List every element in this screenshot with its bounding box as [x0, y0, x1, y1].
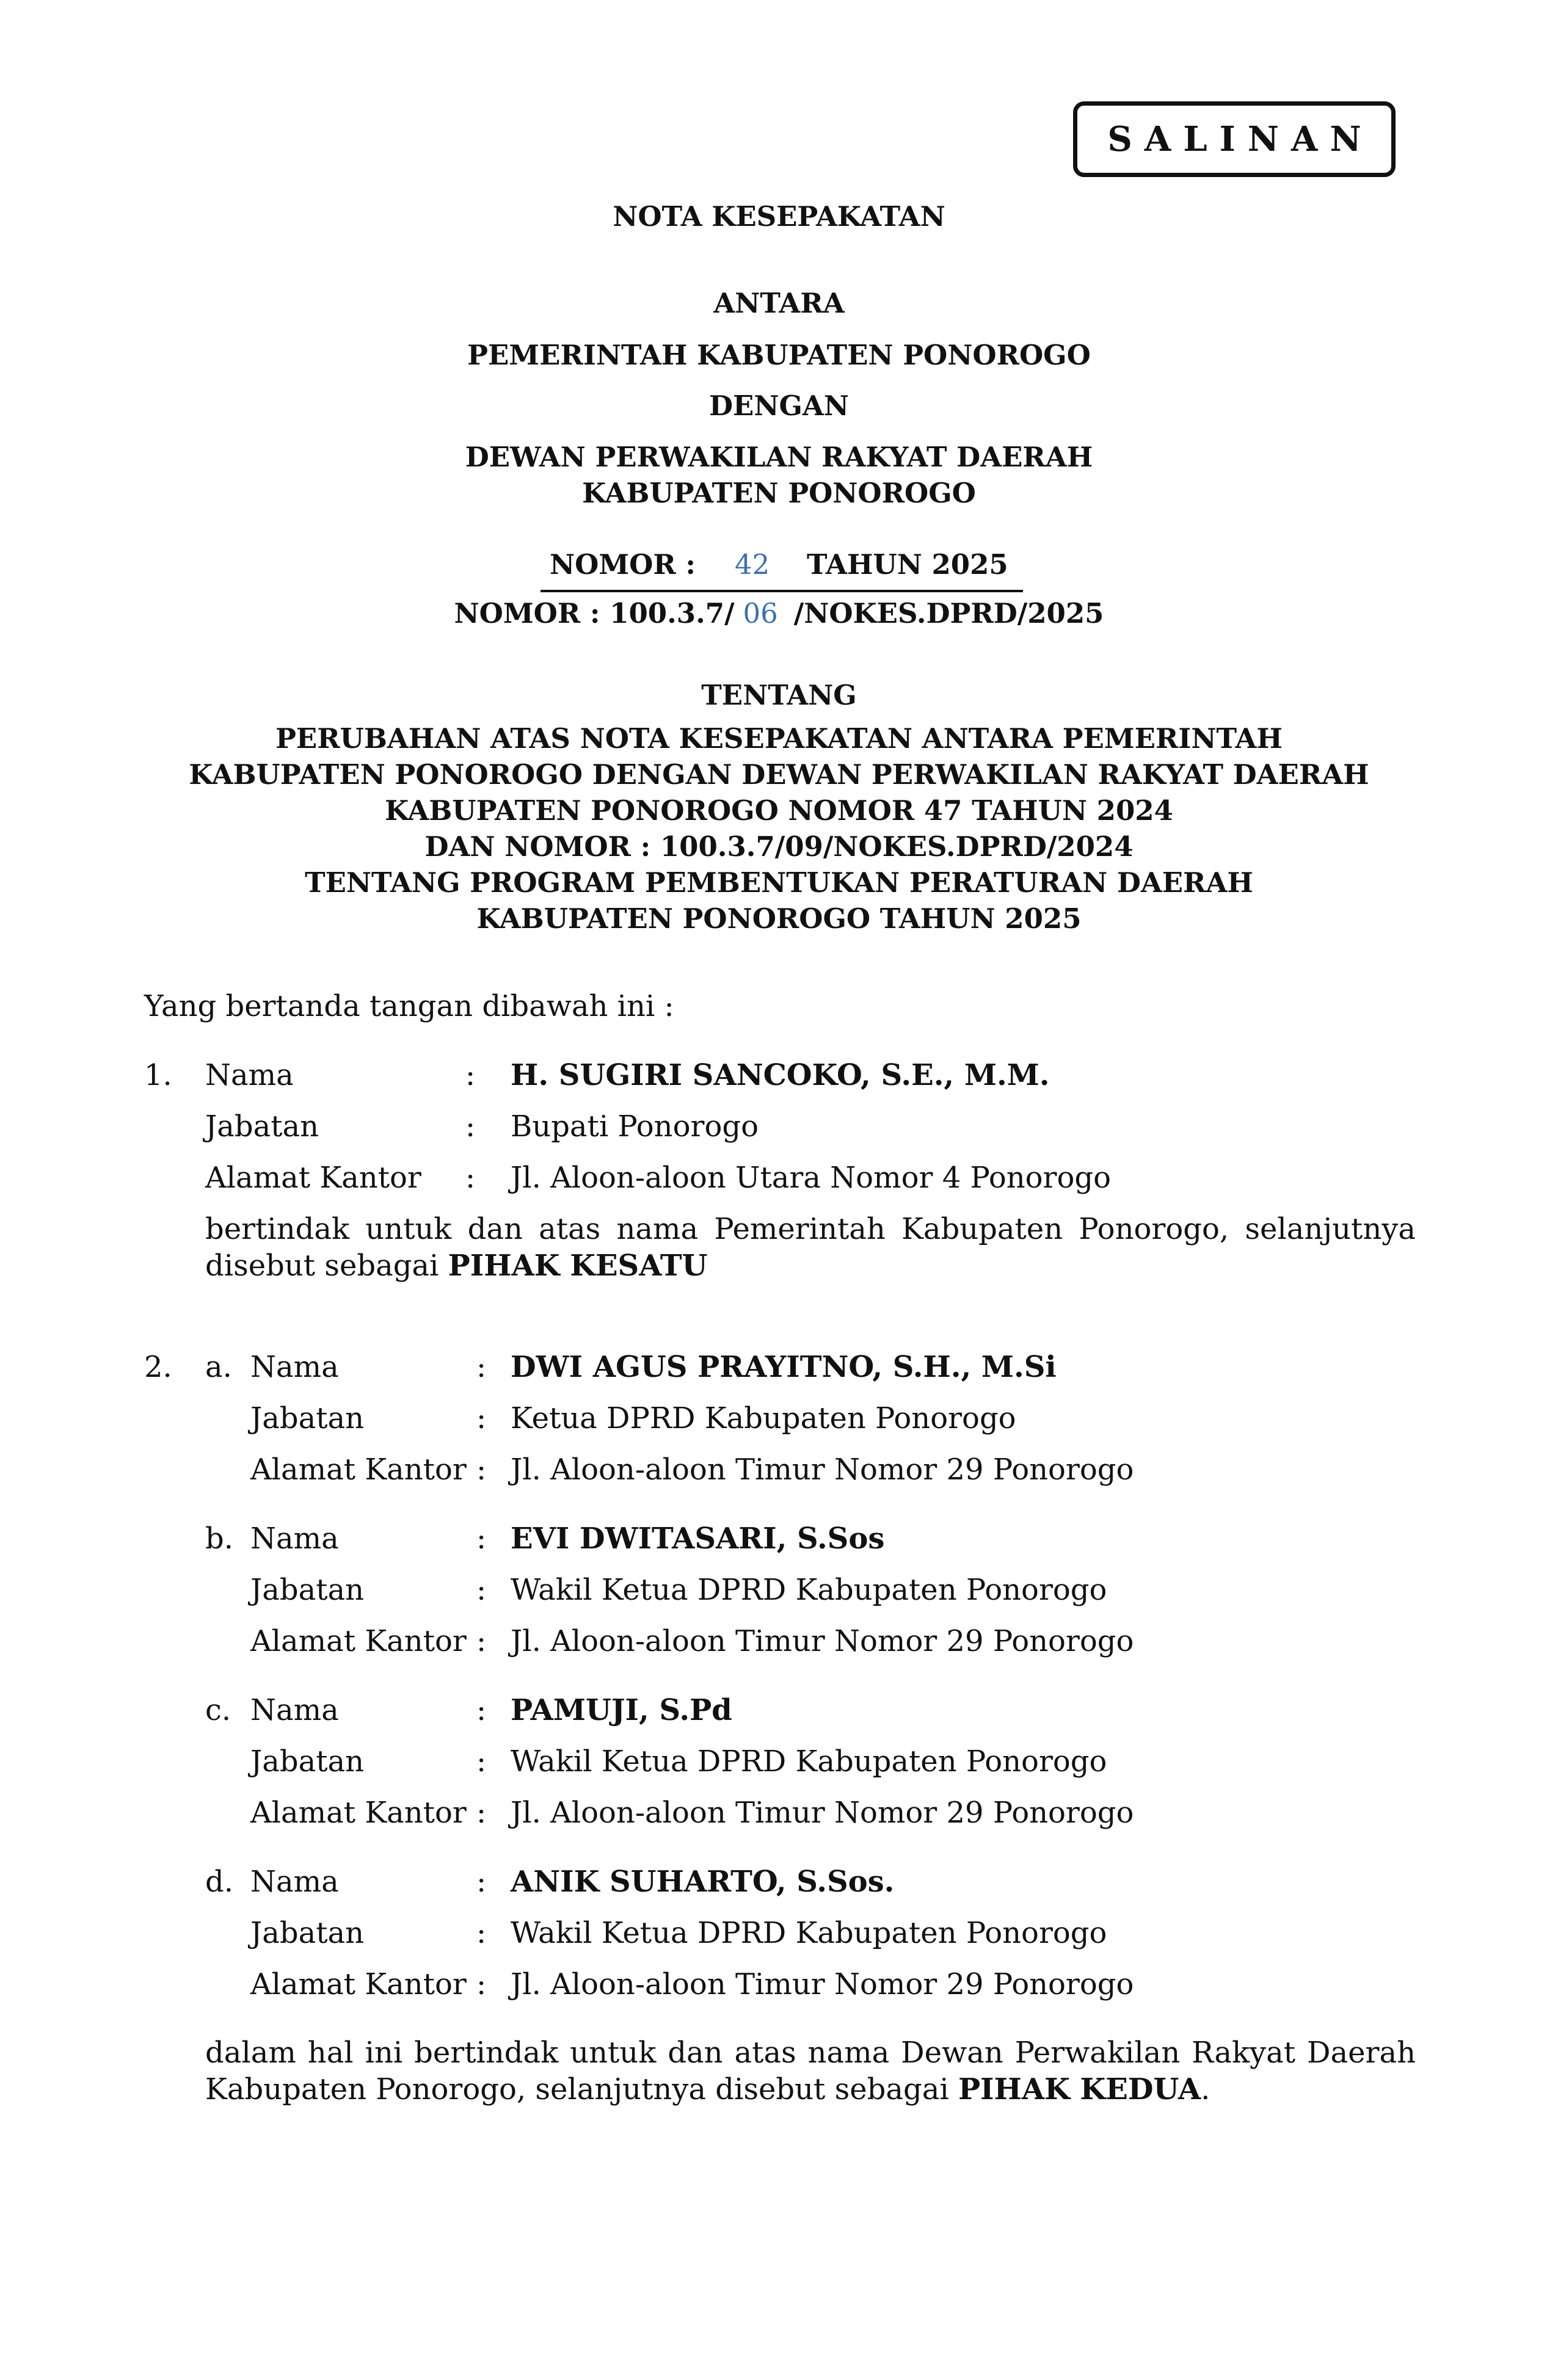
member-alamat-label: Alamat Kantor: [250, 1967, 467, 2001]
member-nama-label: Nama: [250, 1350, 339, 1384]
member-colon: :: [476, 1350, 487, 1384]
member-alamat-label: Alamat Kantor: [250, 1453, 467, 1487]
member-nama-label: Nama: [250, 1522, 339, 1556]
tentang-line: KABUPATEN PONOROGO NOMOR 47 TAHUN 2024: [385, 794, 1173, 827]
party1-heading: PEMERINTAH KABUPATEN PONOROGO: [467, 339, 1091, 371]
member-nama-value: ANIK SUHARTO, S.Sos.: [511, 1865, 895, 1899]
nomor2-number: 06: [743, 597, 778, 629]
member-jabatan-label: Jabatan: [250, 1916, 365, 1950]
party1-nama-value: H. SUGIRI SANCOKO, S.E., M.M.: [511, 1058, 1050, 1092]
member-nama-value: EVI DWITASARI, S.Sos: [511, 1522, 885, 1556]
member-nama-label: Nama: [250, 1693, 339, 1727]
party1-colon: :: [465, 1058, 476, 1092]
salinan-label: SALINAN: [1107, 119, 1374, 159]
party2-statement-end: .: [1201, 2072, 1210, 2106]
document-title: NOTA KESEPAKATAN: [613, 200, 945, 233]
nomor-tahun: TAHUN 2025: [807, 548, 1008, 581]
party2-number: 2.: [144, 1350, 172, 1384]
tentang-line: KABUPATEN PONOROGO TAHUN 2025: [476, 902, 1082, 935]
member-colon: :: [476, 1573, 487, 1607]
member-letter: b.: [205, 1522, 233, 1556]
member-alamat-value: Jl. Aloon-aloon Timur Nomor 29 Ponorogo: [511, 1967, 1134, 2001]
member-alamat-value: Jl. Aloon-aloon Timur Nomor 29 Ponorogo: [511, 1624, 1134, 1658]
member-colon: :: [476, 1522, 487, 1556]
member-jabatan-label: Jabatan: [250, 1401, 365, 1435]
member-letter: c.: [205, 1693, 231, 1727]
party1-colon: :: [465, 1109, 476, 1144]
tentang-line: KABUPATEN PONOROGO DENGAN DEWAN PERWAKILAN RAKYAT DAERAH: [189, 758, 1369, 791]
member-jabatan-value: Ketua DPRD Kabupaten Ponorogo: [511, 1401, 1016, 1435]
party1-statement-text: bertindak untuk dan atas nama Pemerintah Kabupaten Ponorogo, selanjutnya disebut sebagai: [205, 1212, 1416, 1283]
pihak-kesatu: PIHAK KESATU: [448, 1249, 708, 1283]
member-colon: :: [476, 1865, 487, 1899]
member-colon: :: [476, 1693, 487, 1727]
salinan-stamp: [1073, 101, 1396, 177]
party1-alamat-value: Jl. Aloon-aloon Utara Nomor 4 Ponorogo: [511, 1161, 1112, 1195]
member-colon: :: [476, 1453, 487, 1487]
party1-alamat-label: Alamat Kantor: [205, 1161, 421, 1195]
member-colon: :: [476, 1967, 487, 2001]
party1-jabatan-value: Bupati Ponorogo: [511, 1109, 759, 1144]
member-jabatan-label: Jabatan: [250, 1744, 365, 1779]
antara-heading: ANTARA: [713, 287, 845, 319]
member-alamat-value: Jl. Aloon-aloon Timur Nomor 29 Ponorogo: [511, 1453, 1134, 1487]
member-nama-value: DWI AGUS PRAYITNO, S.H., M.Si: [511, 1350, 1057, 1384]
pihak-kedua: PIHAK KEDUA: [958, 2072, 1201, 2106]
party2-statement-text: dalam hal ini bertindak untuk dan atas nama Dewan Perwakilan Rakyat Daerah Kabupaten Ponorogo, selanjutnya disebut sebagai: [205, 2036, 1416, 2106]
member-colon: :: [476, 1916, 487, 1950]
member-colon: :: [476, 1624, 487, 1658]
member-nama-value: PAMUJI, S.Pd: [511, 1693, 732, 1727]
party1-colon: :: [465, 1161, 476, 1195]
member-jabatan-value: Wakil Ketua DPRD Kabupaten Ponorogo: [511, 1916, 1107, 1950]
member-jabatan-label: Jabatan: [250, 1573, 365, 1607]
tentang-line: PERUBAHAN ATAS NOTA KESEPAKATAN ANTARA PEMERINTAH: [275, 722, 1283, 755]
member-colon: :: [476, 1796, 487, 1830]
member-alamat-value: Jl. Aloon-aloon Timur Nomor 29 Ponorogo: [511, 1796, 1134, 1830]
intro-text: Yang bertanda tangan dibawah ini :: [144, 989, 674, 1023]
member-alamat-label: Alamat Kantor: [250, 1624, 467, 1658]
party2-statement: [205, 2034, 1416, 2108]
dengan-heading: DENGAN: [709, 390, 849, 422]
member-letter: d.: [205, 1865, 233, 1899]
member-jabatan-value: Wakil Ketua DPRD Kabupaten Ponorogo: [511, 1744, 1107, 1779]
member-letter: a.: [205, 1350, 232, 1384]
party1-statement: [205, 1211, 1416, 1284]
member-colon: :: [476, 1401, 487, 1435]
party1-nama-label: Nama: [205, 1058, 294, 1092]
tentang-line: DAN NOMOR : 100.3.7/09/NOKES.DPRD/2024: [424, 830, 1134, 863]
tentang-heading: TENTANG: [701, 679, 857, 711]
tentang-line: TENTANG PROGRAM PEMBENTUKAN PERATURAN DAERAH: [305, 866, 1253, 899]
member-alamat-label: Alamat Kantor: [250, 1796, 467, 1830]
party2-heading-line2: KABUPATEN PONOROGO: [582, 477, 976, 509]
party1-number: 1.: [144, 1058, 172, 1092]
nomor-label: NOMOR :: [550, 548, 696, 581]
nomor-number: 42: [735, 548, 770, 581]
member-jabatan-value: Wakil Ketua DPRD Kabupaten Ponorogo: [511, 1573, 1107, 1607]
member-colon: :: [476, 1744, 487, 1779]
party2-heading-line1: DEWAN PERWAKILAN RAKYAT DAERAH: [465, 441, 1093, 473]
member-nama-label: Nama: [250, 1865, 339, 1899]
party1-jabatan-label: Jabatan: [205, 1109, 319, 1144]
nomor2-prefix: NOMOR : 100.3.7/: [454, 597, 735, 629]
nomor2-suffix: /NOKES.DPRD/2025: [793, 597, 1104, 629]
nomor-line-2: [0, 597, 1558, 629]
nomor-line-1: [541, 543, 1023, 592]
